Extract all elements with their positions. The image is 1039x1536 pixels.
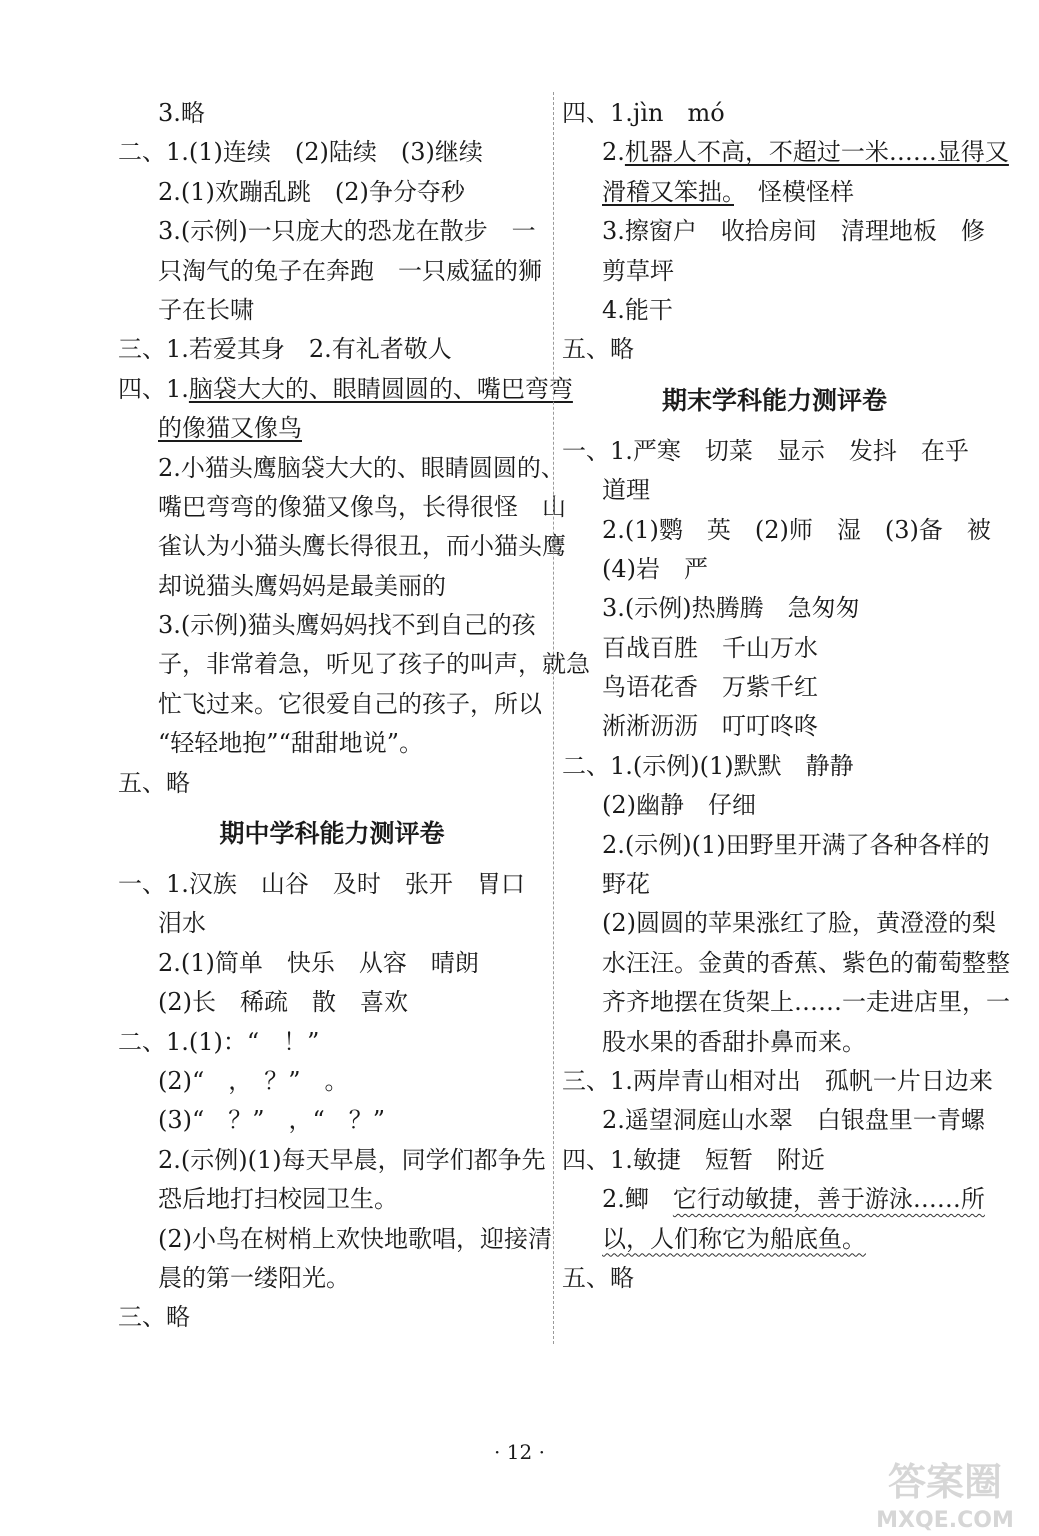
answer-line xyxy=(118,133,546,172)
answer-line xyxy=(562,707,987,746)
answer-line xyxy=(118,1220,552,1259)
answer-text: 四、1.敏捷 短暂 附近 xyxy=(562,1145,825,1174)
answer-text: 淅淅沥沥 叮叮咚咚 xyxy=(602,712,818,741)
answer-text: 一、1.汉族 山谷 及时 张开 胃口 xyxy=(118,870,525,899)
section-heading: 期中学科能力测评卷 xyxy=(219,819,445,849)
answer-text: 齐齐地摆在货架上……一走进店里，一 xyxy=(602,988,1010,1017)
answer-line xyxy=(562,94,987,133)
answer-text: 三、略 xyxy=(118,1303,190,1332)
answer-text: 道理 xyxy=(602,476,650,505)
answer-line xyxy=(118,764,546,803)
answer-text: 4.能干 xyxy=(602,295,673,324)
watermark-logo xyxy=(860,1455,1030,1533)
answer-text: 五、略 xyxy=(118,768,190,797)
answer-line xyxy=(118,449,565,488)
answer-line xyxy=(562,330,987,369)
answer-line xyxy=(118,330,546,369)
answer-line xyxy=(118,645,590,684)
answer-text: 三、1.若爱其身 2.有礼者敬人 xyxy=(118,335,452,364)
answer-text: (2)幽静 仔细 xyxy=(602,791,756,820)
answer-text: (2)圆圆的苹果涨红了脸，黄澄澄的梨 xyxy=(602,909,996,938)
answer-line xyxy=(118,1180,546,1219)
answer-text: 2. xyxy=(602,138,625,167)
answer-line xyxy=(118,944,546,983)
answer-line xyxy=(118,252,546,291)
answer-line xyxy=(118,567,546,606)
answer-text: 2.鲫 xyxy=(602,1185,673,1214)
answer-line xyxy=(562,589,987,628)
answer-line xyxy=(562,1062,993,1101)
answer-line xyxy=(562,432,987,471)
answer-text: 忙飞过来。它很爱自己的孩子，所以 xyxy=(158,689,542,718)
answer-line xyxy=(562,786,987,825)
answer-line xyxy=(118,409,546,448)
answer-text: 2.(示例)(1)每天早晨，同学们都争先 xyxy=(158,1145,546,1174)
answer-text: 五、略 xyxy=(562,335,634,364)
left-column xyxy=(118,94,590,1338)
answer-text: 3.略 xyxy=(158,99,205,127)
answer-text: 二、1.(示例)(1)默默 静静 xyxy=(562,751,854,780)
answer-text: 四、1.jìn mó xyxy=(562,99,725,127)
answer-line xyxy=(562,133,1009,172)
answer-text: 子在长啸 xyxy=(158,295,254,324)
answer-text: 野花 xyxy=(602,870,650,899)
answer-text: (2)小鸟在树梢上欢快地歌唱，迎接清 xyxy=(158,1224,552,1253)
answer-line xyxy=(562,173,987,212)
answer-text: 它行动敏捷，善于游泳……所 xyxy=(672,1185,985,1214)
answer-text: 怪模怪样 xyxy=(734,177,854,206)
answer-line xyxy=(562,865,987,904)
answer-line xyxy=(118,1101,546,1140)
answer-line xyxy=(118,1062,546,1101)
answer-text: (2)长 稀疏 散 喜欢 xyxy=(158,988,408,1017)
answer-text: 滑稽又笨拙。 xyxy=(602,177,734,206)
answer-text: 子，非常着急，听见了孩子的叫声，就急 xyxy=(158,650,590,679)
answer-text: 剪草坪 xyxy=(602,256,674,285)
answer-line xyxy=(562,550,987,589)
section-heading: 期末学科能力测评卷 xyxy=(661,385,887,415)
answer-text: 2.(1)简单 快乐 从容 晴朗 xyxy=(158,948,479,977)
answer-line xyxy=(562,1101,987,1140)
answer-text: 四、1. xyxy=(118,374,189,403)
answer-text: 雀认为小猫头鹰长得很丑，而小猫头鹰 xyxy=(158,532,566,561)
answer-line xyxy=(562,944,1010,983)
answer-text: 嘴巴弯弯的像猫又像鸟，长得很怪 山 xyxy=(158,492,566,521)
answer-text: “轻轻地抱”“甜甜地说”。 xyxy=(158,729,424,758)
answer-text: 3.(示例)热腾腾 急匆匆 xyxy=(602,594,860,623)
answer-text: 2.遥望洞庭山水翠 白银盘里一青螺 xyxy=(602,1106,985,1135)
answer-line xyxy=(118,865,546,904)
answer-line xyxy=(118,606,546,645)
answer-text: 3.(示例)一只庞大的恐龙在散步 一 xyxy=(158,217,536,246)
answer-line xyxy=(562,1141,987,1180)
answer-line xyxy=(562,1023,987,1062)
answer-text: 三、1.两岸青山相对出 孤帆一片日边来 xyxy=(562,1066,993,1095)
answer-text: 3.擦窗户 收拾房间 清理地板 修 xyxy=(602,217,985,246)
answer-line xyxy=(562,747,987,786)
answer-line xyxy=(118,685,546,724)
answer-text: 股水果的香甜扑鼻而来。 xyxy=(602,1027,866,1056)
answer-line xyxy=(562,212,987,251)
answer-line xyxy=(118,94,546,133)
answer-text: 却说猫头鹰妈妈是最美丽的 xyxy=(158,571,446,600)
answer-text: (3)“ ？” ，“ ？” xyxy=(158,1106,386,1135)
answer-text: 鸟语花香 万紫千红 xyxy=(602,673,818,702)
answer-text: 的像猫又像鸟 xyxy=(158,414,302,443)
answer-text: 脑袋大大的、眼睛圆圆的、嘴巴弯弯 xyxy=(188,374,573,403)
page-number: · 12 · xyxy=(494,1440,545,1464)
answer-text: (4)岩 严 xyxy=(602,554,708,583)
answer-text: 2.(1)鹦 英 (2)师 湿 (3)备 被 xyxy=(602,515,991,544)
answer-line xyxy=(562,1180,987,1219)
answer-line xyxy=(118,1023,546,1062)
answer-text: (2)“ ， ？” 。 xyxy=(158,1066,349,1095)
answer-line xyxy=(118,488,566,527)
answer-line xyxy=(562,826,990,865)
answer-line xyxy=(118,904,546,943)
answer-text: 2.(示例)(1)田野里开满了各种各样的 xyxy=(602,830,990,859)
answer-line xyxy=(562,668,987,707)
answer-line xyxy=(562,629,987,668)
answer-line xyxy=(562,983,1010,1022)
answer-text: 百战百胜 千山万水 xyxy=(602,633,818,662)
answer-text: 机器人不高，不超过一米……显得又 xyxy=(624,138,1009,167)
answer-line xyxy=(118,1141,546,1180)
answer-line xyxy=(562,511,991,550)
answer-line xyxy=(118,291,546,330)
answer-line xyxy=(562,1259,987,1298)
right-column xyxy=(562,94,1010,1298)
answer-text: 水汪汪。金黄的香蕉、紫色的葡萄整整 xyxy=(602,948,1010,977)
answer-line xyxy=(118,527,566,566)
answer-line xyxy=(562,291,987,330)
answer-text: 2.小猫头鹰脑袋大大的、眼睛圆圆的、 xyxy=(158,453,565,482)
answer-text: 晨的第一缕阳光。 xyxy=(158,1263,350,1292)
answer-text: 2.(1)欢蹦乱跳 (2)争分夺秒 xyxy=(158,177,465,206)
answer-line xyxy=(562,471,987,510)
answer-text: 只淘气的兔子在奔跑 一只威猛的狮 xyxy=(158,256,542,285)
answer-line xyxy=(562,904,996,943)
column-divider xyxy=(553,92,554,1344)
answer-text: 以，人们称它为船底鱼。 xyxy=(602,1224,866,1253)
answer-text: 泪水 xyxy=(158,909,206,938)
answer-line xyxy=(118,370,573,409)
answer-text: 二、1.(1)连续 (2)陆续 (3)继续 xyxy=(118,138,483,167)
answer-line xyxy=(118,983,546,1022)
answer-line xyxy=(118,173,546,212)
answer-line xyxy=(118,1298,546,1337)
answer-text: 恐后地打扫校园卫生。 xyxy=(158,1185,398,1214)
answer-line xyxy=(562,1220,987,1259)
watermark-url: MXQE.COM xyxy=(876,1508,1014,1533)
watermark-title: 答案圈 xyxy=(887,1460,1003,1504)
answer-text: 一、1.严寒 切菜 显示 发抖 在乎 xyxy=(562,436,969,465)
answer-line xyxy=(118,724,546,763)
answer-line xyxy=(118,1259,546,1298)
answer-text: 二、1.(1)：“ ！” xyxy=(118,1027,320,1056)
answer-line xyxy=(562,252,987,291)
answer-text: 五、略 xyxy=(562,1263,634,1292)
answer-line xyxy=(118,212,546,251)
answer-text: 3.(示例)猫头鹰妈妈找不到自己的孩 xyxy=(158,611,536,640)
